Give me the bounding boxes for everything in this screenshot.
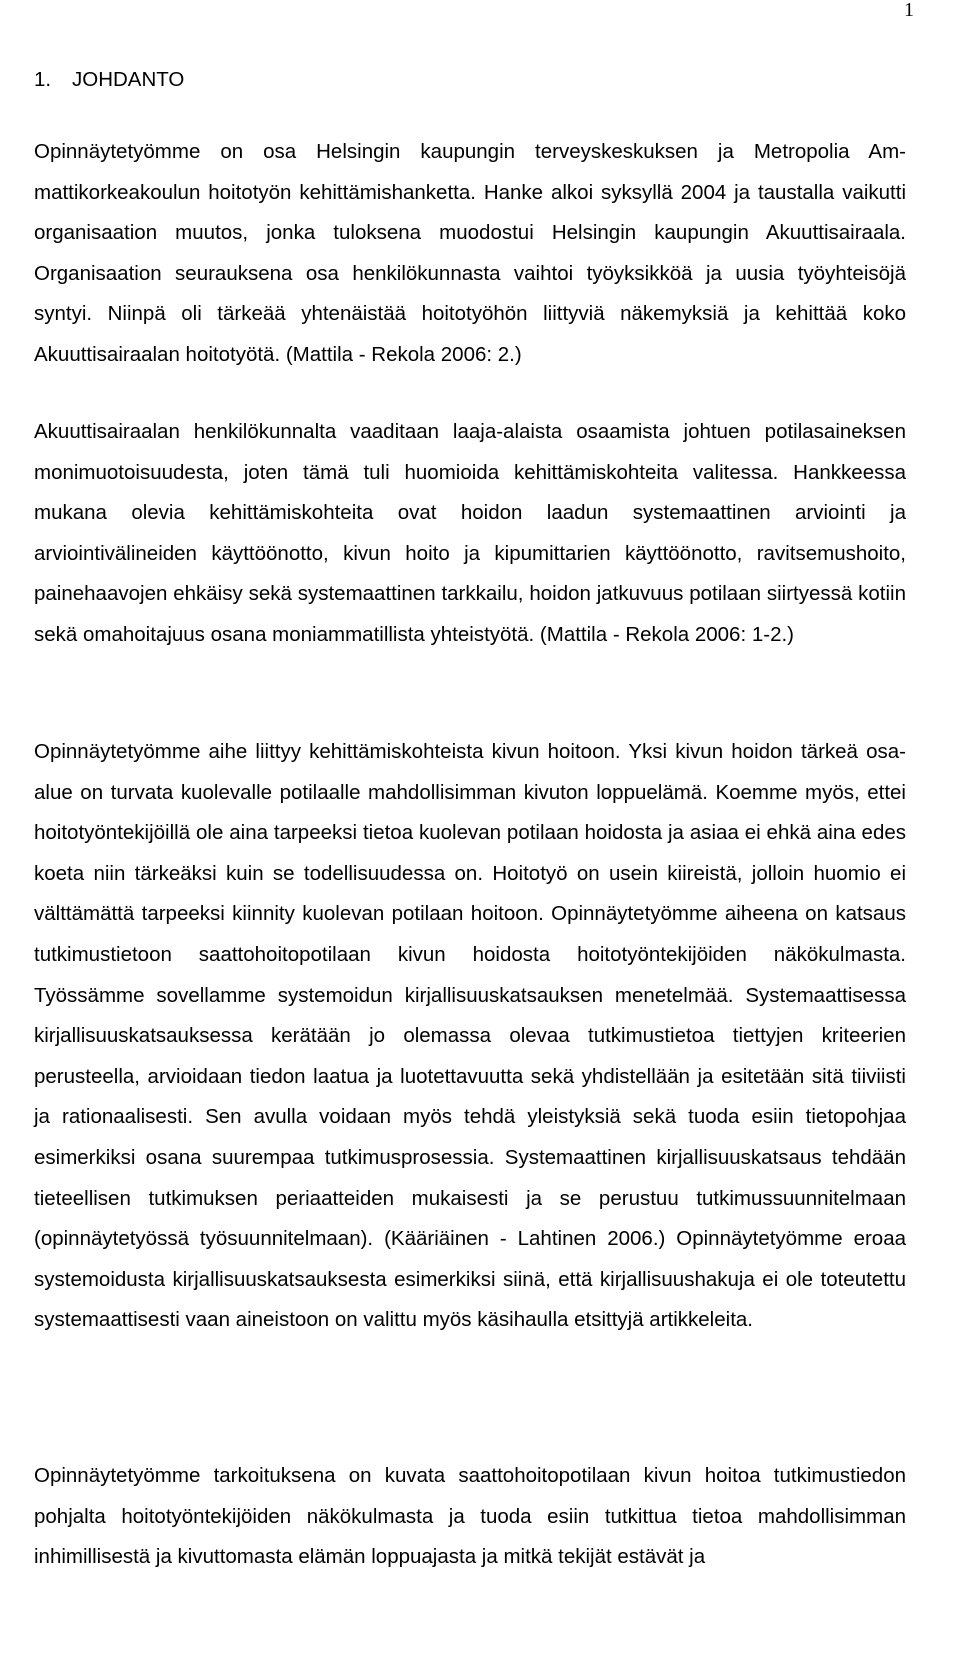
section-title: JOHDANTO: [72, 68, 185, 91]
page-number: 1: [904, 0, 914, 21]
paragraph-3: Opinnäytetyömme aihe liittyy kehittämiskohteista kivun hoitoon. Yksi kivun hoidon tärkeä osa-alue on turvata kuolevalle potilaalle mahdollisimman kivuton loppuelämä. Koemme myös, ettei hoitotyöntekijöillä ole aina tarpeeksi tietoa kuolevan potilaan hoidosta ja asiaa ei ehkä aina edes koeta niin tärkeäksi kuin se todellisuudessa on. Hoitotyö on usein kiireistä, jolloin huomio ei välttämättä tarpeeksi kiinnity kuolevan potilaan hoitoon. Opinnäytetyömme aiheena on katsaus tutkimustietoon saattohoitopotilaan kivun hoidosta hoitotyöntekijöiden näkökulmasta. Työssämme sovellamme systemoidun kirjallisuuskatsauksen menetelmää. Systemaattisessa kirjallisuuskatsauksessa kerätään jo olemassa olevaa tutkimustietoa tiettyjen kriteerien perusteella, arvioidaan tiedon laatua ja luotettavuutta sekä yhdistellään ja esitetään sitä tiiviisti ja rationaalisesti. Sen avulla voidaan myös tehdä yleistyksiä sekä tuoda esiin tietopohjaa esimerkiksi osana suurempaa tutkimusprosessia. Systemaattinen kirjallisuuskatsaus tehdään tieteellisen tutkimuksen periaatteiden mukaisesti ja se perustuu tutkimussuunnitelmaan (opinnäytetyössä työsuunnitelmaan). (Kääriäinen - Lahtinen 2006.) Opinnäytetyömme eroaa systemoidusta kirjallisuuskatsauksesta esimerkiksi siinä, että kirjallisuushakuja ei ole toteutettu systemaattisesti vaan aineistoon on valittu myös käsihaulla etsittyjä artikkeleita.: [34, 740, 906, 1332]
section-heading: [34, 60, 184, 101]
paragraph-2: Akuuttisairaalan henkilökunnalta vaaditaan laaja-alaista osaamista johtuen potilasaineksen monimuotoisuudesta, joten tämä tuli huomioida kehittämiskohteita valitessa. Hankkeessa mukana olevia kehittämiskohteita ovat hoidon laadun systemaattinen arviointi ja arviointivälineiden käyttöönotto, kivun hoito ja kipumittarien käyttöönotto, ravitsemushoito, painehaavojen ehkäisy sekä systemaattinen tarkkailu, hoidon jatkuvuus potilaan siirtyessä kotiin sekä omahoitajuus osana moniammatillista yhteistyötä. (Mattila - Rekola 2006: 1-2.): [34, 420, 906, 646]
section-number: 1.: [34, 68, 52, 91]
paragraph-4: Opinnäytetyömme tarkoituksena on kuvata saattohoitopotilaan kivun hoitoa tutkimustiedon pohjalta hoitotyöntekijöiden näkökulmasta ja tuoda esiin tutkittua tietoa mahdollisimman inhimillisestä ja kivuttomasta elämän loppuajasta ja mitkä tekijät estävät ja: [34, 1464, 906, 1569]
paragraph-1: Opinnäytetyömme on osa Helsingin kaupungin terveyskeskuksen ja Metropolia Ammattikorkeakoulun hoitotyön kehittämishanketta. Hanke alkoi syksyllä 2004 ja taustalla vaikutti organisaation muutos, jonka tuloksena muodostui Helsingin kaupungin Akuuttisairaala. Organisaation seurauksena osa henkilökunnasta vaihtoi työyksikköä ja uusia työyhteisöjä syntyi. Niinpä oli tärkeää yhtenäistää hoitotyöhön liittyviä näkemyksiä ja kehittää koko Akuuttisairaalan hoitotyötä. (Mattila - Rekola 2006: 2.): [34, 140, 906, 366]
